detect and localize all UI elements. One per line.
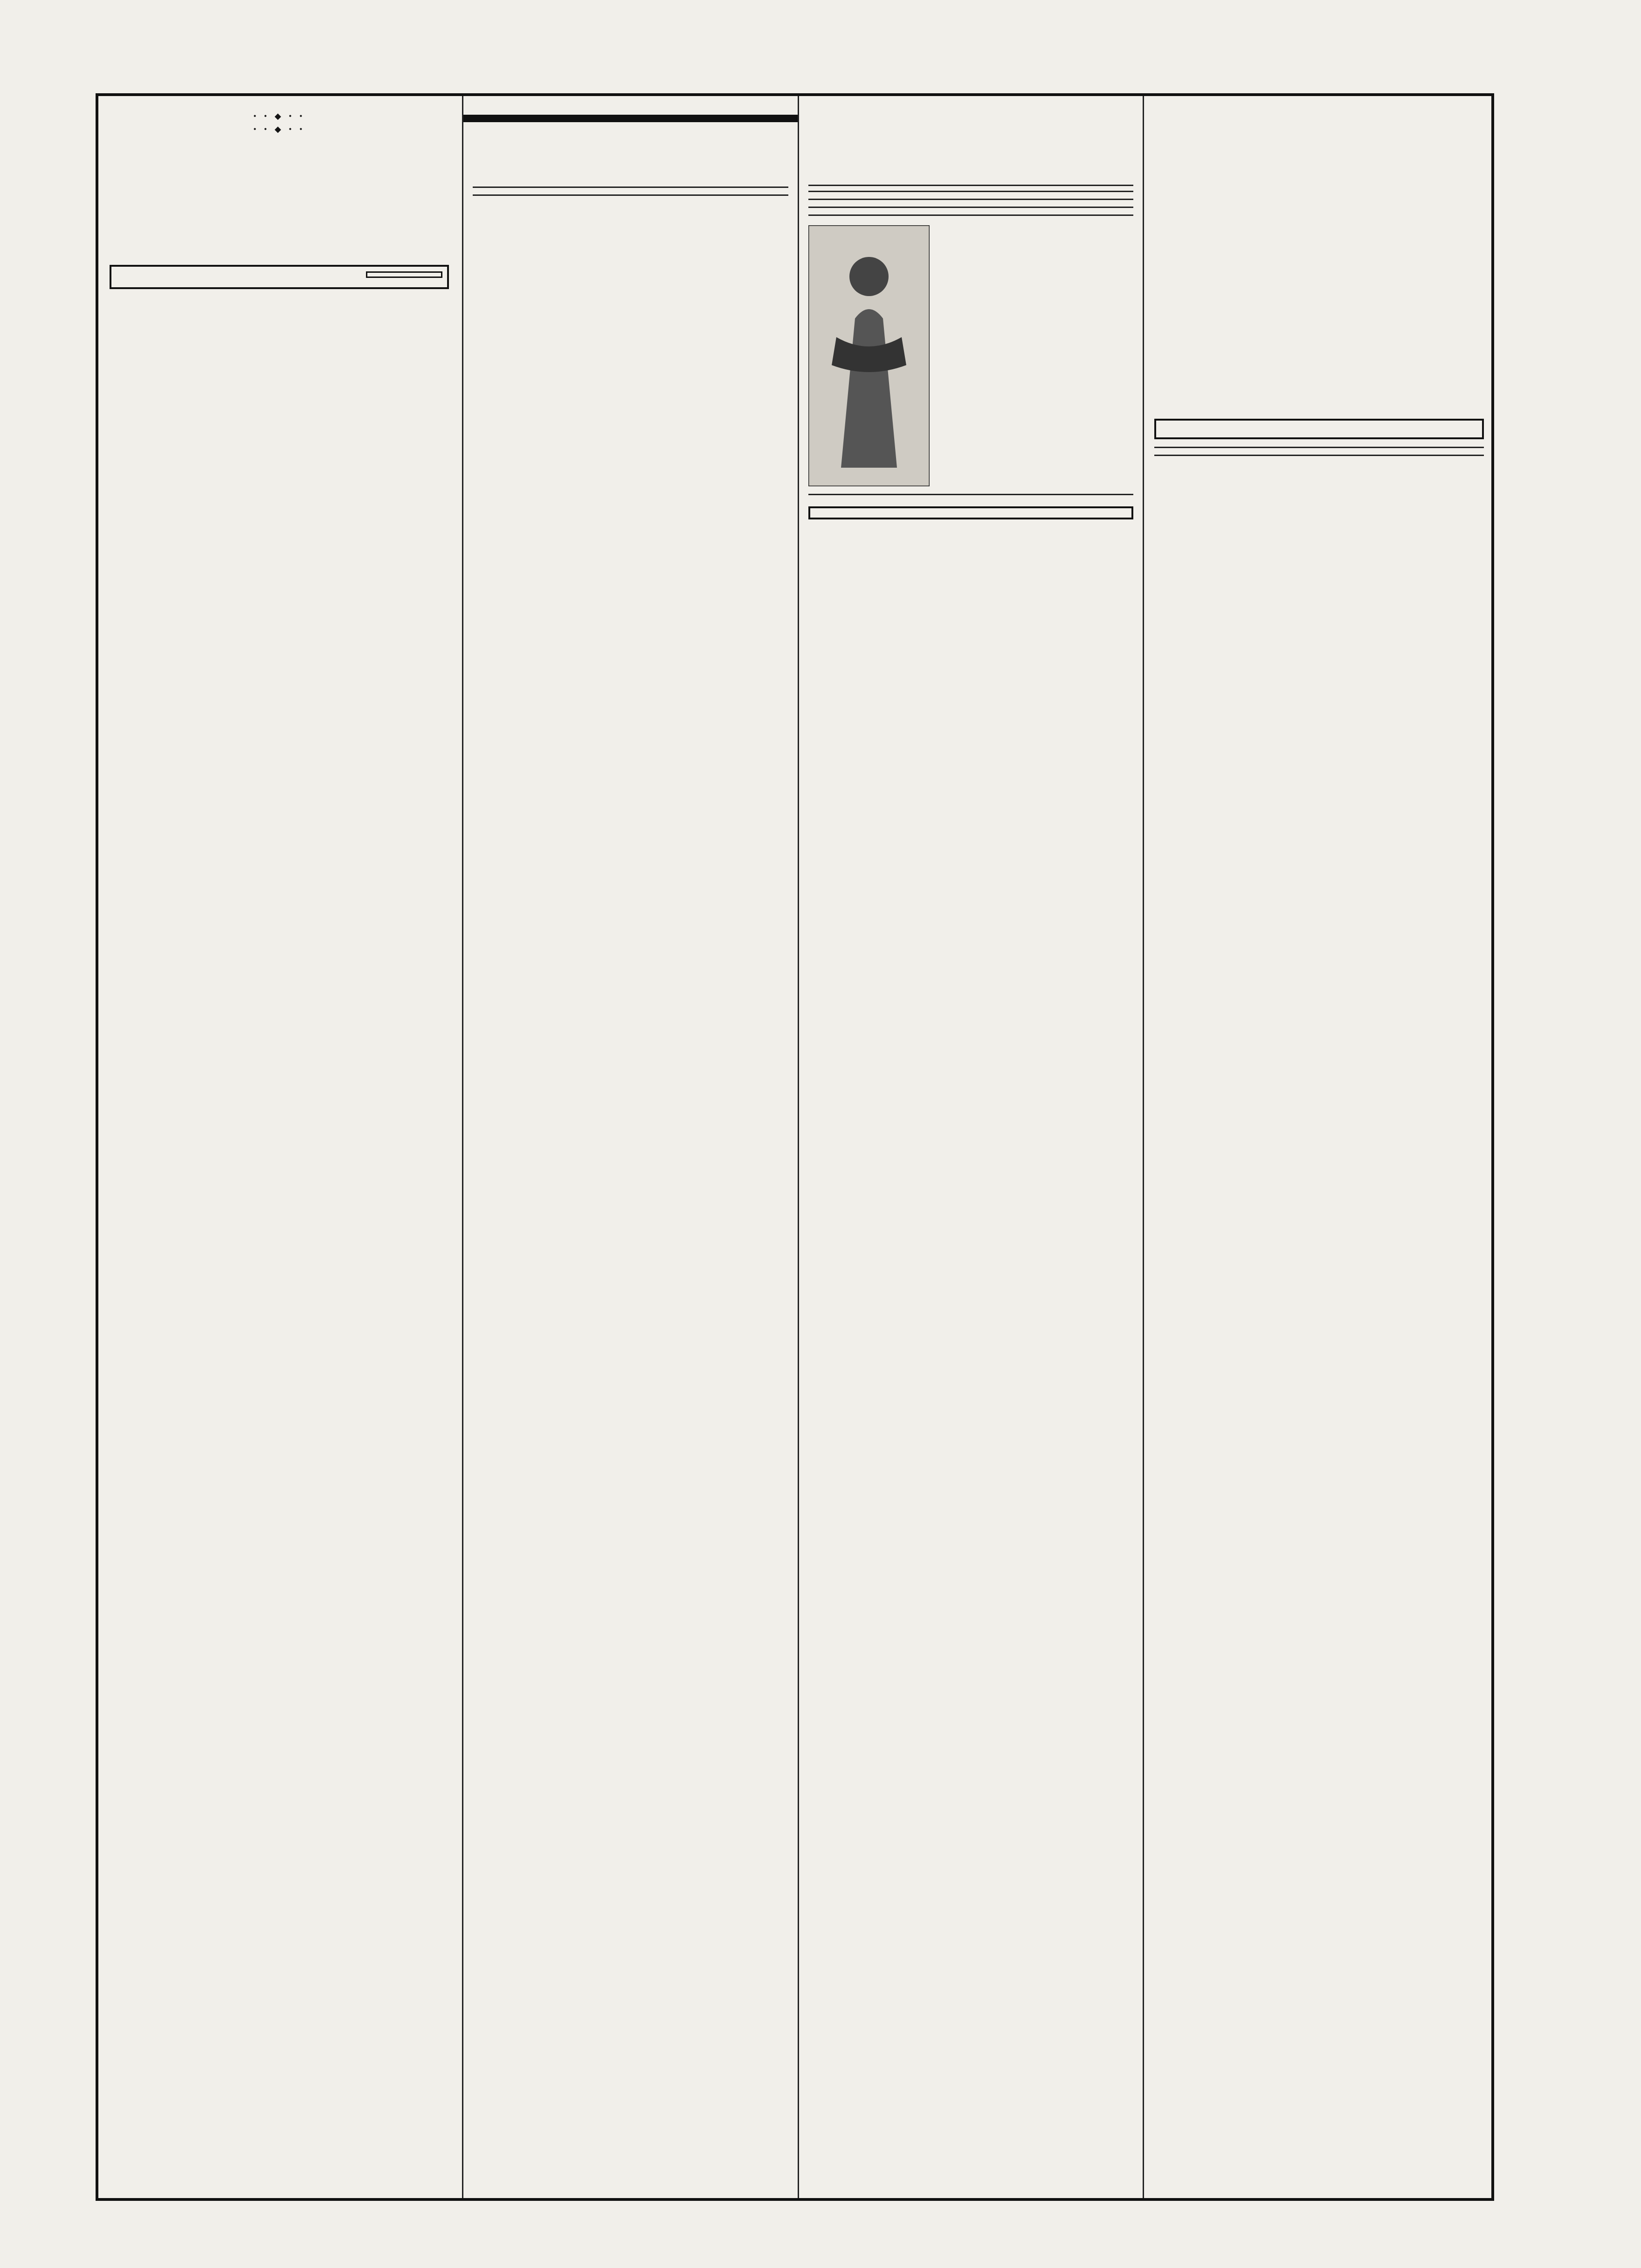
ornament-divider: • • ◆ • • [253,124,305,134]
ginasio-ad-header [116,271,442,278]
divider [808,494,1133,495]
alegria-block [808,222,1133,489]
spacer [473,124,788,180]
divider [808,207,1133,208]
page-frame [96,93,1494,2201]
column-4 [1143,96,1494,2198]
crossword-grid [1198,120,1478,400]
divider [808,214,1133,216]
column-2 [462,96,798,2198]
santarem-logo-block [110,171,449,241]
ginasio-hoje [366,271,442,278]
ornament-divider: • • ◆ • • [253,111,305,121]
simone-monteiro-photo [808,225,930,486]
photo-placeholder-icon [808,225,930,486]
column-3 [798,96,1143,2198]
divider [808,185,1133,186]
divider [808,199,1133,200]
santarem-ad [110,171,449,241]
divider [473,194,788,196]
divider [473,187,788,188]
divider [1154,455,1484,456]
ginasio-ad [110,265,449,289]
cave-cafe-ad [808,506,1133,519]
teatros-banner [463,115,798,122]
divider [808,191,1133,192]
divider [1154,447,1484,448]
column-1 [98,96,462,2198]
colarinhos-ad [1154,419,1484,439]
crossword-grid-block [1165,120,1473,400]
